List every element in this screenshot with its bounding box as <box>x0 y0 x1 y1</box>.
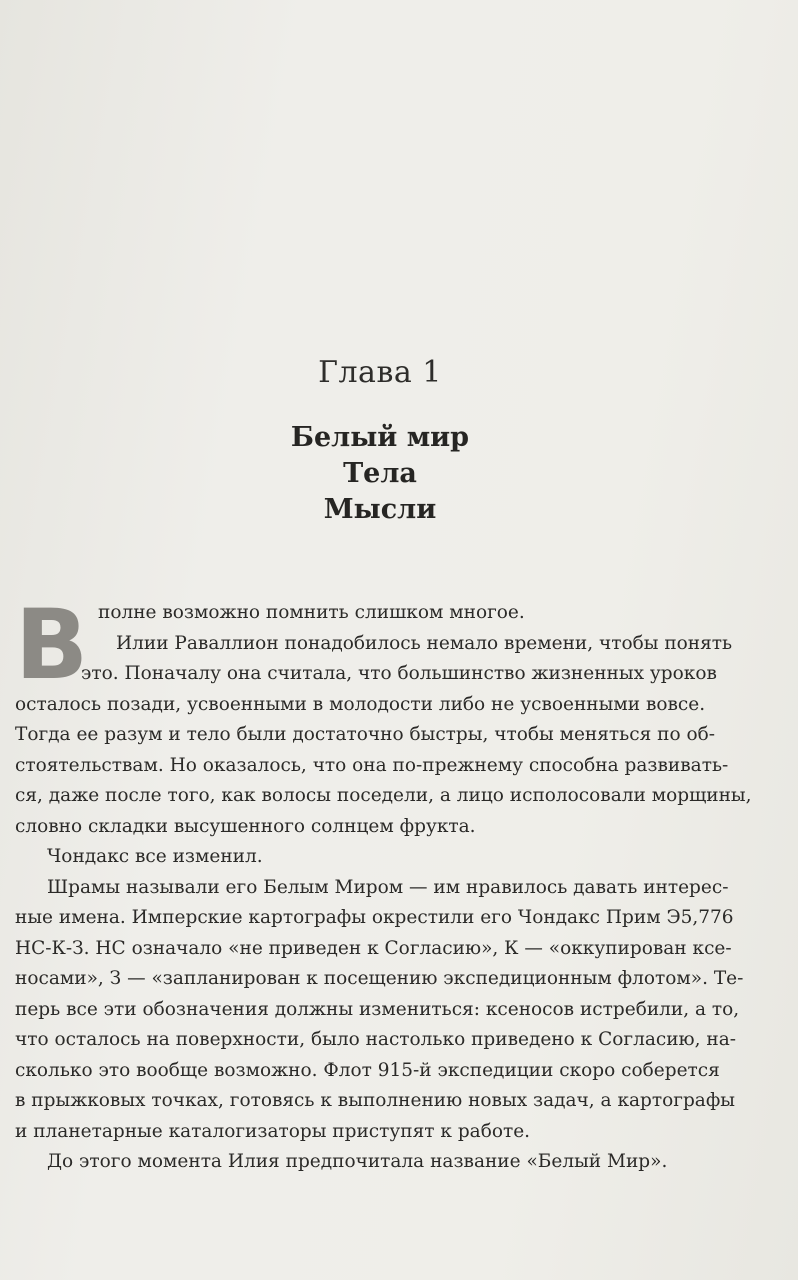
chapter-title-block <box>0 420 760 528</box>
text-line: Тогда ее разум и тело были достаточно быстры, чтобы меняться по об- <box>15 724 716 745</box>
text-line: и планетарные каталогизаторы приступят к работе. <box>15 1120 531 1142</box>
text-line: перь все эти обозначения должны измениться: ксеносов истребили, а то, <box>15 998 740 1020</box>
text-line: Илии Раваллион понадобилось немало времени, чтобы понять <box>116 632 733 654</box>
text-line: в прыжковых точках, готовясь к выполнению новых задач, а картографы <box>15 1090 736 1111</box>
text-line: До этого момента Илия предпочитала название «Белый Мир». <box>47 1151 668 1172</box>
chapter-number: Глава 1 <box>318 355 442 390</box>
text-line: что осталось на поверхности, было настолько приведено к Согласию, на- <box>15 1029 737 1050</box>
text-line: это. Поначалу она считала, что большинство жизненных уроков <box>81 663 717 684</box>
text-line: ся, даже после того, как волосы поседели, а лицо исполосовали морщины, <box>15 785 752 806</box>
text-line: сколько это вообще возможно. Флот 915-й экспедиции скоро соберется <box>15 1059 720 1081</box>
chapter-title-line: Белый мир <box>290 422 470 453</box>
text-line: осталось позади, усвоенными в молодости либо не усвоенными вовсе. <box>15 693 706 715</box>
text-line: Чондакс все изменил. <box>47 846 263 867</box>
text-line: НС-К-З. НС означало «не приведен к Согласию», К — «оккупирован ксе- <box>15 937 732 959</box>
chapter-title-line: Мысли <box>323 494 437 525</box>
text-line: полне возможно помнить слишком многое. <box>98 602 525 623</box>
text-line: словно складки высушенного солнцем фрукта. <box>15 815 476 837</box>
text-line: носами», З — «запланирован к посещению экспедиционным флотом». Те- <box>15 968 744 989</box>
text-line: ные имена. Имперские картографы окрестили его Чондакс Прим Э5,776 <box>15 907 734 928</box>
drop-cap: В <box>15 589 89 701</box>
chapter-title-line: Тела <box>343 458 417 489</box>
body-text <box>15 589 760 1178</box>
text-line: стоятельствам. Но оказалось, что она по-прежнему способна развивать- <box>15 754 729 776</box>
text-line: Шрамы называли его Белым Миром — им нравилось давать интерес- <box>47 876 729 898</box>
